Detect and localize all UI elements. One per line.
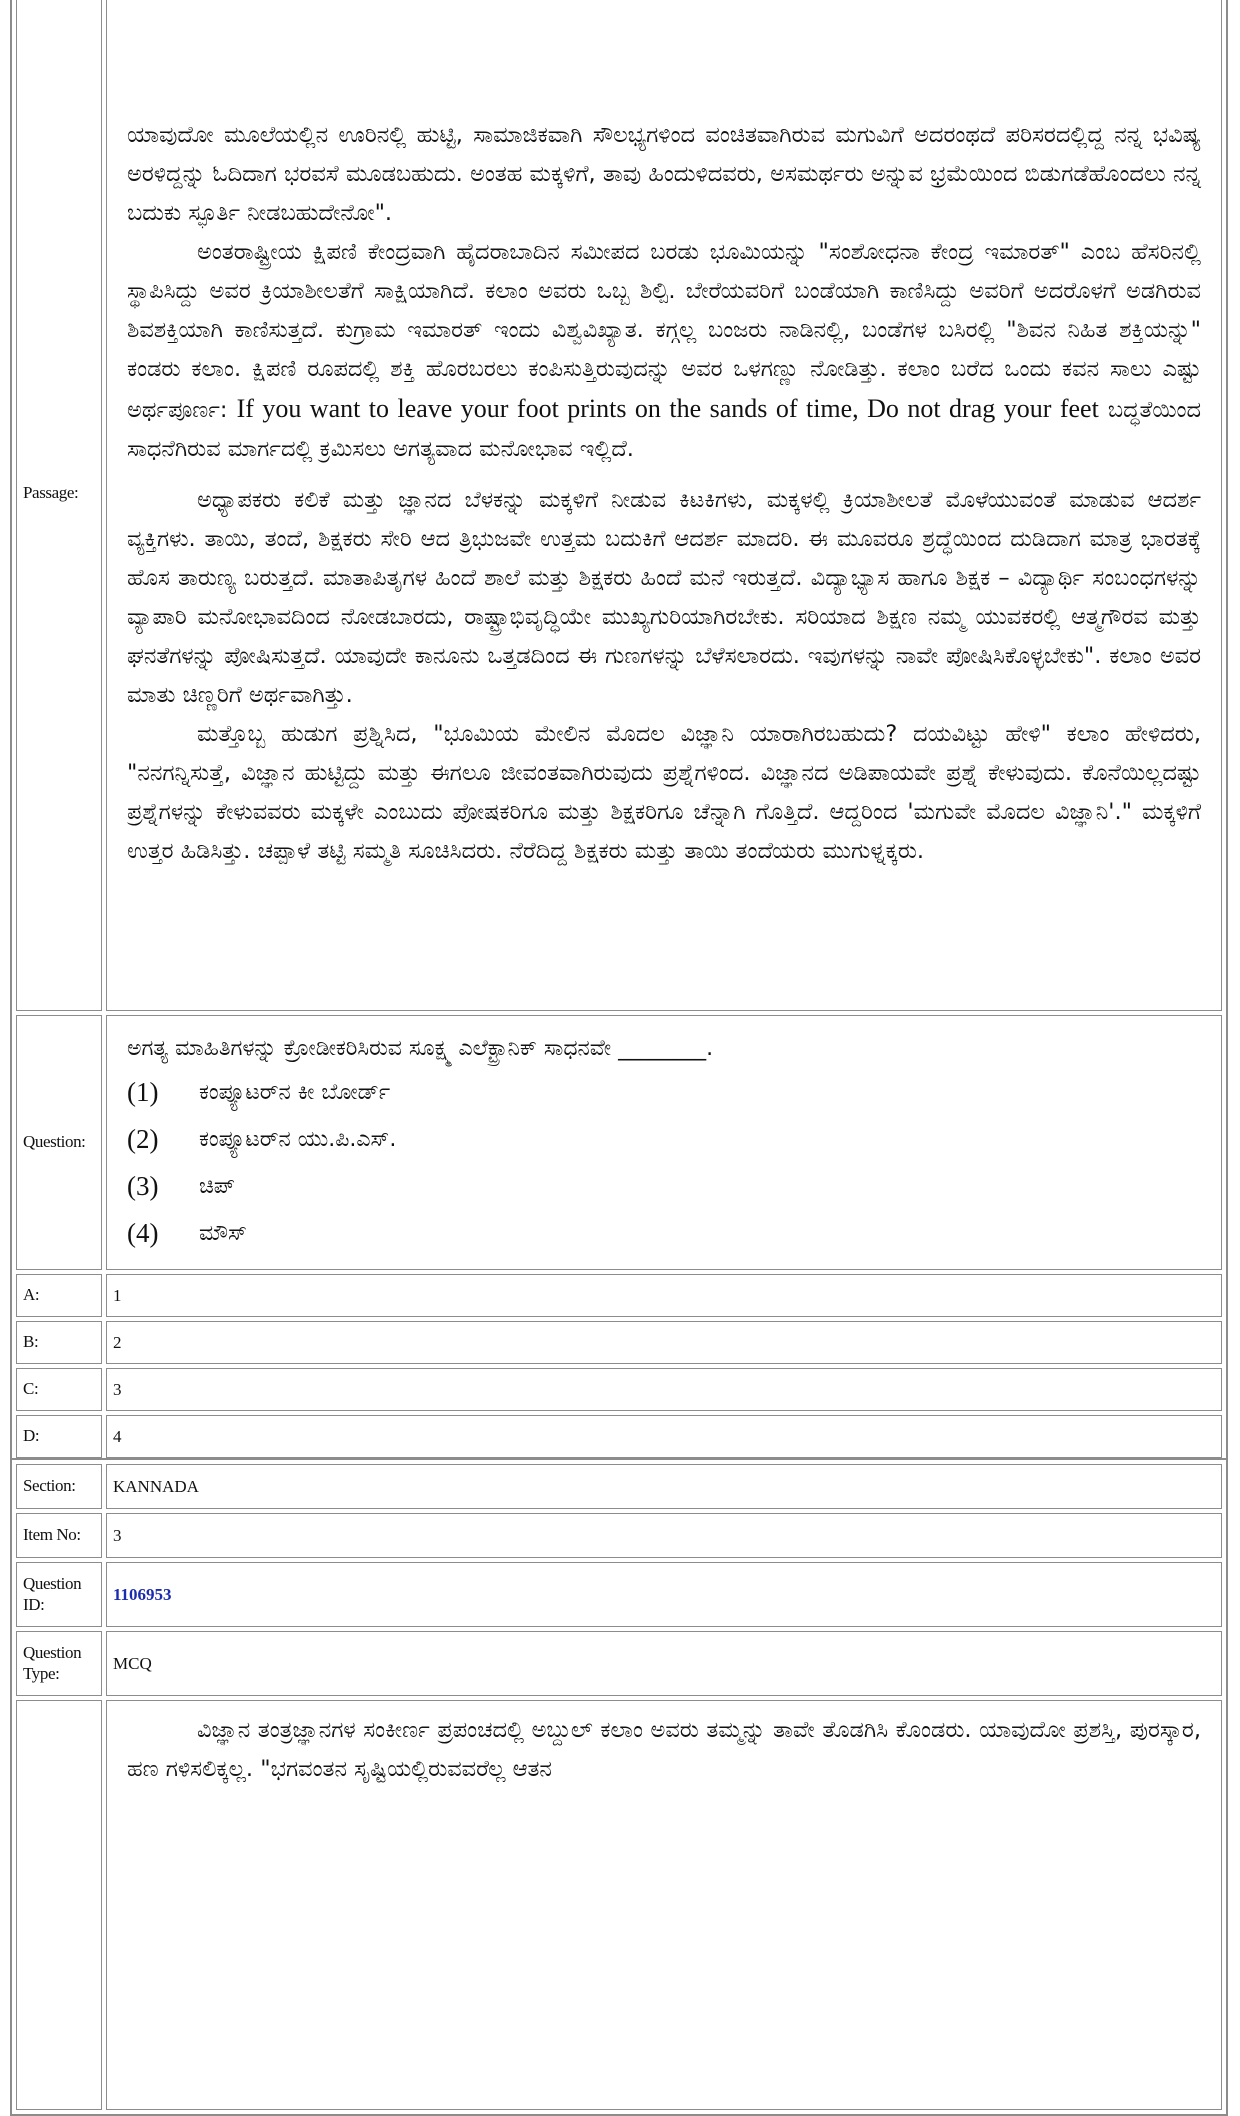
answer-value-a: 1 <box>106 1274 1222 1317</box>
option-number: (3) <box>127 1170 159 1201</box>
option-number: (4) <box>127 1217 159 1248</box>
question-cell <box>106 1015 1222 1270</box>
passage-cell <box>106 1700 1222 2110</box>
answer-value-c: 3 <box>106 1368 1222 1411</box>
question-item-table <box>10 1458 1228 2116</box>
option-number: (2) <box>127 1123 159 1154</box>
item-no-value: 3 <box>106 1513 1222 1558</box>
question-type-label: Question Type: <box>16 1631 102 1696</box>
option-item <box>113 1069 1215 1116</box>
question-label: Question: <box>16 1015 102 1270</box>
poem-english-line: If you want to leave your foot prints on the sands of time, Do not drag your feet <box>236 394 1099 423</box>
passage-paragraph: ವಿಜ್ಞಾನ ತಂತ್ರಜ್ಞಾನಗಳ ಸಂಕೀರ್ಣ ಪ್ರಪಂಚದಲ್ಲಿ ಅಬ್ದುಲ್ ಕಲಾಂ ಅವರು ತಮ್ಮನ್ನು ತಾವೇ ತೊಡಗಿಸಿ ಕೊಂಡರು. ಯಾವುದೋ ಪ್ರಶಸ್ತಿ, ಪುರಸ್ಕಾರ, ಹಣ ಗಳಿಸಲಿಕ್ಕಲ್ಲ. "ಭಗವಂತನ ಸೃಷ್ಟಿಯಲ್ಲಿರುವವರೆಲ್ಲ ಆತನ <box>127 1717 1201 1782</box>
question-id-cell <box>106 1562 1222 1627</box>
question-item-table <box>10 0 1228 1464</box>
option-text: ಕಂಪ್ಯೂಟರ್‌ನ ಕೀ ಬೋರ್ಡ್ <box>199 1079 391 1105</box>
answer-label-a: A: <box>16 1274 102 1317</box>
answer-value-b: 2 <box>106 1321 1222 1364</box>
question-type-value: MCQ <box>106 1631 1222 1696</box>
passage-label-empty <box>16 1700 102 2110</box>
option-text: ಚಿಪ್ <box>199 1173 236 1199</box>
option-item <box>113 1163 1215 1210</box>
question-stem: ಅಗತ್ಯ ಮಾಹಿತಿಗಳನ್ನು ಕ್ರೋಡೀಕರಿಸಿರುವ ಸೂಕ್ಷ್ಮ ಎಲೆಕ್ಟ್ರಾನಿಕ್ ಸಾಧನವೇ ________. <box>127 1035 714 1061</box>
passage-paragraph <box>113 233 1215 469</box>
passage-paragraph-text: ಅಂತರಾಷ್ಟ್ರೀಯ ಕ್ಷಿಪಣಿ ಕೇಂದ್ರವಾಗಿ ಹೈದರಾಬಾದಿನ ಸಮೀಪದ ಬರಡು ಭೂಮಿಯನ್ನು "ಸಂಶೋಧನಾ ಕೇಂದ್ರ ಇಮಾರತ್" ಎಂಬ ಹೆಸರಿನಲ್ಲಿ ಸ್ಥಾಪಿಸಿದ್ದು ಅವರ ಕ್ರಿಯಾಶೀಲತೆಗೆ ಸಾಕ್ಷಿಯಾಗಿದೆ. ಕಲಾಂ ಅವರು ಒಬ್ಬ ಶಿಲ್ಪಿ. ಬೇರೆಯವರಿಗೆ ಬಂಡೆಯಾಗಿ ಕಾಣಿಸಿದ್ದು ಅವರಿಗೆ ಅದರೊಳಗೆ ಅಡಗಿರುವ ಶಿವಶಕ್ತಿಯಾಗಿ ಕಾಣಿಸುತ್ತದೆ. ಕುಗ್ರಾಮ ಇಮಾರತ್ ಇಂದು ವಿಶ್ವವಿಖ್ಯಾತ. ಕಗ್ಗಲ್ಲ ಬಂಜರು ನಾಡಿನಲ್ಲಿ, ಬಂಡೆಗಳ ಬಸಿರಲ್ಲಿ "ಶಿವನ ನಿಹಿತ ಶಕ್ತಿಯನ್ನು" ಕಂಡರು ಕಲಾಂ. ಕ್ಷಿಪಣಿ ರೂಪದಲ್ಲಿ ಶಕ್ತಿ ಹೊರಬರಲು ಕಂಪಿಸುತ್ತಿರುವುದನ್ನು ಅವರ ಒಳಗಣ್ಣು ನೋಡಿತ್ತು. ಕಲಾಂ ಬರೆದ ಒಂದು ಕವನ ಸಾಲು ಎಷ್ಟು ಅರ್ಥಪೂರ್ಣ: <box>127 239 1201 423</box>
passage-label: Passage: <box>16 0 102 1011</box>
option-item <box>113 1116 1215 1163</box>
option-item <box>113 1210 1215 1257</box>
poem-after-text: ಬದ್ಧತೆಯಿಂದ ಸಾಧನೆಗಿರುವ ಮಾರ್ಗದಲ್ಲಿ ಕ್ರಮಿಸಲು ಅಗತ್ಯವಾದ ಮನೋಭಾವ ಇಲ್ಲಿದೆ. <box>127 397 1202 462</box>
section-label: Section: <box>16 1464 102 1509</box>
option-number: (1) <box>127 1076 159 1107</box>
question-id-value: 1106953 <box>113 1584 172 1604</box>
option-text: ಮೌಸ್ <box>199 1220 247 1246</box>
question-id-label: Question ID: <box>16 1562 102 1627</box>
passage-paragraph: ಯಾವುದೋ ಮೂಲೆಯಲ್ಲಿನ ಊರಿನಲ್ಲಿ ಹುಟ್ಟಿ, ಸಾಮಾಜಿಕವಾಗಿ ಸೌಲಭ್ಯಗಳಿಂದ ವಂಚಿತವಾಗಿರುವ ಮಗುವಿಗೆ ಅದರಂಥದೆ ಪರಿಸರದಲ್ಲಿದ್ದ ನನ್ನ ಭವಿಷ್ಯ ಅರಳಿದ್ದನ್ನು ಓದಿದಾಗ ಭರವಸೆ ಮೂಡಬಹುದು. ಅಂತಹ ಮಕ್ಕಳಿಗೆ, ತಾವು ಹಿಂದುಳಿದವರು, ಅಸಮರ್ಥರು ಅನ್ನುವ ಭ್ರಮೆಯಿಂದ ಬಿಡುಗಡೆಹೊಂದಲು ನನ್ನ ಬದುಕು ಸ್ಫೂರ್ತಿ ನೀಡಬಹುದೇನೋ". <box>127 122 1201 226</box>
answer-label-d: D: <box>16 1415 102 1458</box>
answer-value-d: 4 <box>106 1415 1222 1458</box>
answer-label-c: C: <box>16 1368 102 1411</box>
item-no-label: Item No: <box>16 1513 102 1558</box>
answer-label-b: B: <box>16 1321 102 1364</box>
section-value: KANNADA <box>106 1464 1222 1509</box>
passage-paragraph: ಅಧ್ಯಾಪಕರು ಕಲಿಕೆ ಮತ್ತು ಜ್ಞಾನದ ಬೆಳಕನ್ನು ಮಕ್ಕಳಿಗೆ ನೀಡುವ ಕಿಟಕಿಗಳು, ಮಕ್ಕಳಲ್ಲಿ ಕ್ರಿಯಾಶೀಲತೆ ಮೊಳೆಯುವಂತೆ ಮಾಡುವ ಆದರ್ಶ ವ್ಯಕ್ತಿಗಳು. ತಾಯಿ, ತಂದೆ, ಶಿಕ್ಷಕರು ಸೇರಿ ಆದ ತ್ರಿಭುಜವೇ ಉತ್ತಮ ಬದುಕಿಗೆ ಆದರ್ಶ ಮಾದರಿ. ಈ ಮೂವರೂ ಶ್ರದ್ಧೆಯಿಂದ ದುಡಿದಾಗ ಮಾತ್ರ ಭಾರತಕ್ಕೆ ಹೊಸ ತಾರುಣ್ಯ ಬರುತ್ತದೆ. ಮಾತಾಪಿತೃಗಳ ಹಿಂದೆ ಶಾಲೆ ಮತ್ತು ಶಿಕ್ಷಕರು ಹಿಂದೆ ಮನೆ ಇರುತ್ತದೆ. ವಿದ್ಯಾಭ್ಯಾಸ ಹಾಗೂ ಶಿಕ್ಷಕ – ವಿದ್ಯಾರ್ಥಿ ಸಂಬಂಧಗಳನ್ನು ವ್ಯಾಪಾರಿ ಮನೋಭಾವದಿಂದ ನೋಡಬಾರದು, ರಾಷ್ಟ್ರಾಭಿವೃದ್ಧಿಯೇ ಮುಖ್ಯಗುರಿಯಾಗಿರಬೇಕು. ಸರಿಯಾದ ಶಿಕ್ಷಣ ನಮ್ಮ ಯುವಕರಲ್ಲಿ ಆತ್ಮಗೌರವ ಮತ್ತು ಘನತೆಗಳನ್ನು ಪೋಷಿಸುತ್ತದೆ. ಯಾವುದೇ ಕಾನೂನು ಒತ್ತಡದಿಂದ ಈ ಗುಣಗಳನ್ನು ಬೆಳೆಸಲಾರದು. ಇವುಗಳನ್ನು ನಾವೇ ಪೋಷಿಸಿಕೊಳ್ಳಬೇಕು". ಕಲಾಂ ಅವರ ಮಾತು ಚಿಣ್ಣರಿಗೆ ಅರ್ಥವಾಗಿತ್ತು. <box>127 487 1201 708</box>
option-text: ಕಂಪ್ಯೂಟರ್‌ನ ಯು.ಪಿ.ಎಸ್. <box>199 1126 397 1152</box>
passage-cell <box>106 0 1222 1011</box>
passage-paragraph: ಮತ್ತೊಬ್ಬ ಹುಡುಗ ಪ್ರಶ್ನಿಸಿದ, "ಭೂಮಿಯ ಮೇಲಿನ ಮೊದಲ ವಿಜ್ಞಾನಿ ಯಾರಾಗಿರಬಹುದು? ದಯವಿಟ್ಟು ಹೇಳಿ" ಕಲಾಂ ಹೇಳಿದರು, "ನನಗನ್ನಿಸುತ್ತೆ, ವಿಜ್ಞಾನ ಹುಟ್ಟಿದ್ದು ಮತ್ತು ಈಗಲೂ ಜೀವಂತವಾಗಿರುವುದು ಪ್ರಶ್ನೆಗಳಿಂದ. ವಿಜ್ಞಾನದ ಅಡಿಪಾಯವೇ ಪ್ರಶ್ನೆ ಕೇಳುವುದು. ಕೊನೆಯಿಲ್ಲದಷ್ಟು ಪ್ರಶ್ನೆಗಳನ್ನು ಕೇಳುವವರು ಮಕ್ಕಳೇ ಎಂಬುದು ಪೋಷಕರಿಗೂ ಮತ್ತು ಶಿಕ್ಷಕರಿಗೂ ಚೆನ್ನಾಗಿ ಗೊತ್ತಿದೆ. ಆದ್ದರಿಂದ 'ಮಗುವೇ ಮೊದಲ ವಿಜ್ಞಾನಿ'." ಮಕ್ಕಳಿಗೆ ಉತ್ತರ ಹಿಡಿಸಿತ್ತು. ಚಪ್ಪಾಳೆ ತಟ್ಟಿ ಸಮ್ಮತಿ ಸೂಚಿಸಿದರು. ನೆರೆದಿದ್ದ ಶಿಕ್ಷಕರು ಮತ್ತು ತಾಯಿ ತಂದೆಯರು ಮುಗುಳ್ನಕ್ಕರು. <box>127 721 1201 864</box>
